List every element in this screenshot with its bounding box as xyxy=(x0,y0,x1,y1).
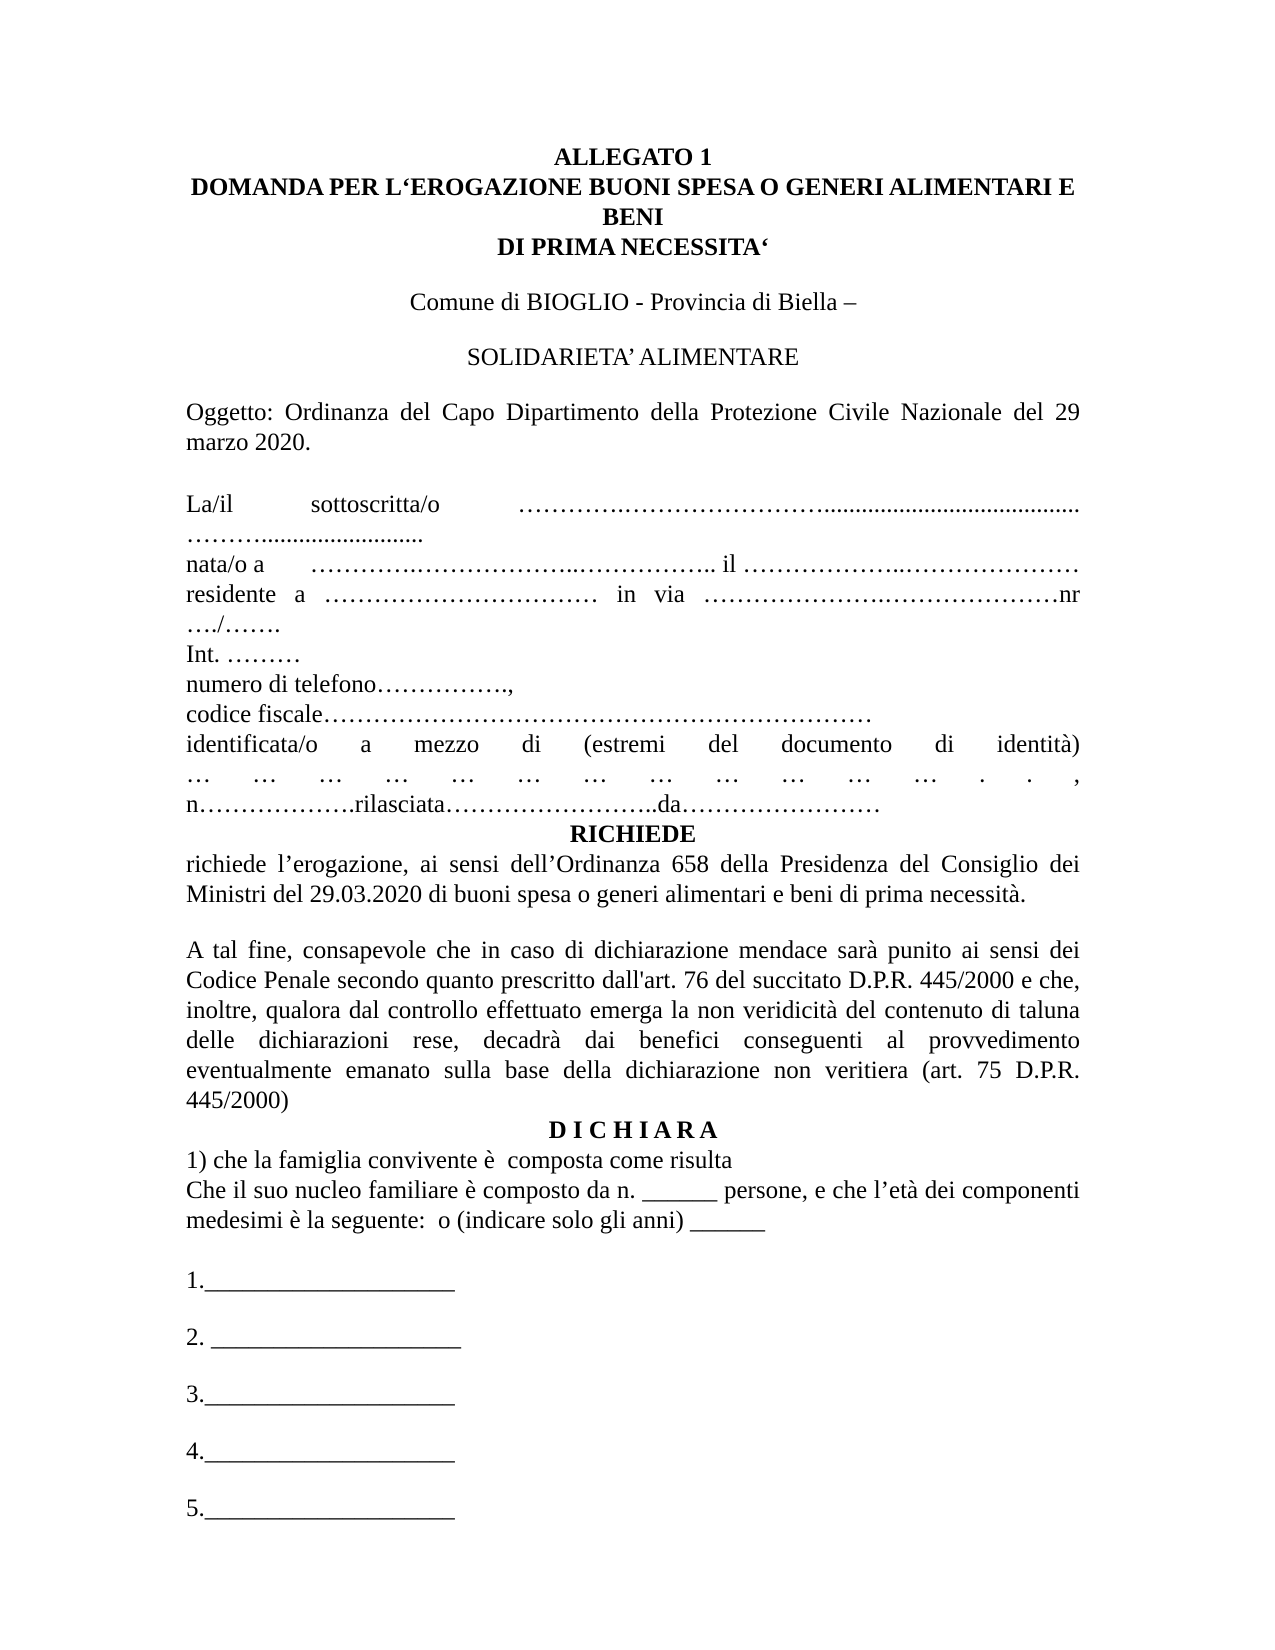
applicant-form-block xyxy=(186,490,1080,820)
richiede-line-2: Ministri del 29.03.2020 di buoni spesa o generi alimentari e beni di prima necessità. xyxy=(186,881,1027,908)
title-block xyxy=(186,143,1080,263)
label-nato-a: nata/o a xyxy=(186,551,265,578)
title-beni: BENI xyxy=(602,204,664,231)
form-line-rilasciata: n……………….rilasciata……………………..da…………………… xyxy=(186,791,882,818)
form-line-dots-continuation: ……….......................... xyxy=(186,521,424,548)
consapevole-line-6: 445/2000) xyxy=(186,1087,289,1114)
member-blank-2: 2. ____________________ xyxy=(186,1324,461,1351)
subtitle-comune: Comune di BIOGLIO - Provincia di Biella – xyxy=(409,289,857,316)
form-line-dots-row: … … … … … … … … … … … … . . , xyxy=(186,761,1080,788)
consapevole-paragraph xyxy=(186,936,1080,1116)
oggetto-line-1: Oggetto: Ordinanza del Capo Dipartimento della Protezione Civile Nazionale del 29 xyxy=(186,399,1080,426)
consapevole-line-3: inoltre, qualora dal controllo effettuato emerga la non veridicità del contenuto di taluna xyxy=(186,997,1080,1024)
form-line-telefono: numero di telefono……………., xyxy=(186,671,514,698)
richiede-line-1: richiede l’erogazione, ai sensi dell’Ordinanza 658 della Presidenza del Consiglio dei xyxy=(186,851,1080,878)
dichiara-line-1: 1) che la famiglia convivente è composta come risulta xyxy=(186,1147,733,1174)
member-blank-5: 5.____________________ xyxy=(186,1495,455,1522)
consapevole-line-4: delle dichiarazioni rese, decadrà dai benefici conseguenti al provvedimento xyxy=(186,1027,1080,1054)
subtitle-solidarieta: SOLIDARIETA’ ALIMENTARE xyxy=(466,344,800,371)
dichiara-line-2: Che il suo nucleo familiare è composto da n. ______ persone, e che l’età dei componenti xyxy=(186,1177,1080,1204)
form-line-sottoscritto xyxy=(186,490,1080,520)
consapevole-line-2: Codice Penale secondo quanto prescritto dall'art. 76 del succitato D.P.R. 445/2000 e che, xyxy=(186,967,1080,994)
richiede-paragraph xyxy=(186,850,1080,910)
member-blank-3: 3.____________________ xyxy=(186,1381,455,1408)
label-la-il: La/il xyxy=(186,491,234,518)
dichiara-paragraph xyxy=(186,1146,1080,1236)
form-line-identificato: identificata/o a mezzo di (estremi del documento di identità) xyxy=(186,731,1080,758)
member-blank-1: 1.____________________ xyxy=(186,1267,455,1294)
member-blank-4: 4.____________________ xyxy=(186,1438,455,1465)
label-sottoscritta: sottoscritta/o xyxy=(310,491,440,518)
dichiara-line-3: medesimi è la seguente: o (indicare solo gli anni) ______ xyxy=(186,1207,766,1234)
title-prima-necessita: DI PRIMA NECESSITA‘ xyxy=(497,234,769,261)
consapevole-line-1: A tal fine, consapevole che in caso di dichiarazione mendace sarà punito ai sensi dei xyxy=(186,937,1080,964)
consapevole-line-5: eventualmente emanato sulla base della dichiarazione non veritiera (art. 75 D.P.R. xyxy=(186,1057,1080,1084)
title-domanda: DOMANDA PER L‘EROGAZIONE BUONI SPESA O GENERI ALIMENTARI E xyxy=(190,174,1076,201)
form-line-nato xyxy=(186,550,1080,580)
document-content xyxy=(186,143,1080,1551)
birth-fill-dots: ………….………………..…………….. il ………………..………………… xyxy=(309,551,1080,578)
oggetto-line-2: marzo 2020. xyxy=(186,429,311,456)
heading-dichiara: D I C H I A R A xyxy=(548,1117,718,1144)
form-line-codice-fiscale: codice fiscale………………………………………………………… xyxy=(186,701,873,728)
name-fill-dots: ………….……………………......................................... xyxy=(517,491,1080,518)
form-line-interno: Int. ……… xyxy=(186,641,302,668)
form-line-residente: residente a …………………………… in via ………………….…………………nr …./……. xyxy=(186,581,1080,638)
family-members-list xyxy=(186,1266,1080,1524)
oggetto-paragraph xyxy=(186,398,1080,458)
title-allegato: ALLEGATO 1 xyxy=(553,144,713,171)
heading-richiede: RICHIEDE xyxy=(569,821,697,848)
